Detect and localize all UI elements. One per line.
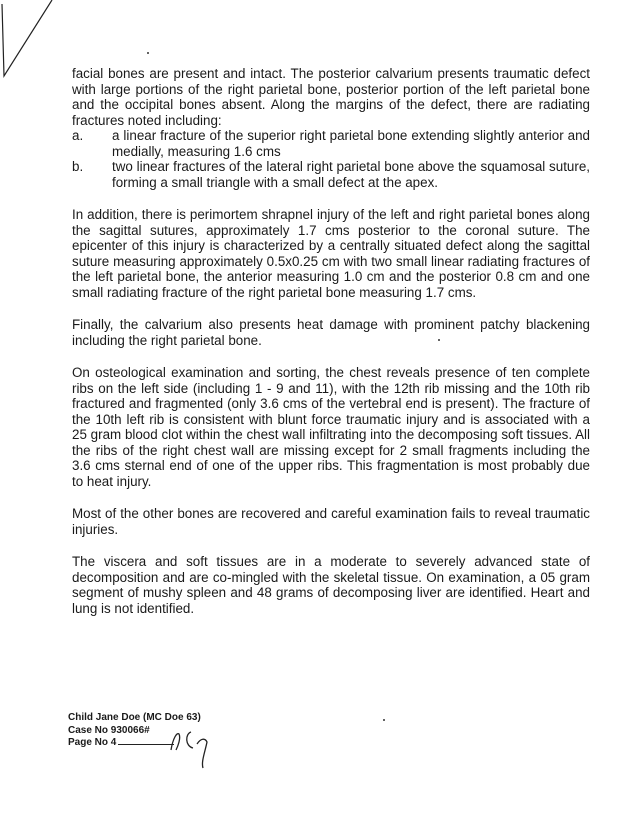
fracture-list	[72, 128, 590, 190]
scan-speck	[147, 52, 149, 54]
list-item	[72, 128, 590, 159]
paragraph-osteology-chest: On osteological examination and sorting, the chest reveals presence of ten complete ribs on the left side (including 1 - 9 and 11), with the 12th rib missing and the 10th rib fractured and fragmented (only 3.6 cms of the vertebral end is present). The fracture of the 10th left rib is consistent with blunt force traumatic injury and is associated with a 25 gram blood clot within the chest wall infiltrating into the decomposing soft tissues. All the ribs of the right chest wall are missing except for 2 small fragments including the 3.6 cms sternal end of one of the upper ribs. This fragmentation is most probably due to heat injury.	[72, 365, 590, 489]
list-item-text: two linear fractures of the lateral right parietal bone above the squamosal suture, forming a small triangle with a small defect at the apex.	[112, 159, 590, 190]
report-body	[72, 66, 590, 633]
footer-case-number: Case No 930066#	[68, 724, 150, 736]
paragraph-other-bones: Most of the other bones are recovered and careful examination fails to reveal traumatic injuries.	[72, 506, 590, 537]
list-marker: b.	[72, 159, 84, 174]
list-item	[72, 159, 590, 190]
list-item-text: a linear fracture of the superior right parietal bone extending slightly anterior and medially, measuring 1.6 cms	[112, 128, 590, 159]
handwritten-signature	[165, 724, 220, 770]
paragraph-shrapnel-injury: In addition, there is perimortem shrapnel injury of the left and right parietal bones along the sagittal sutures, approximately 1.7 cms posterior to the coronal suture. The epicenter of this injury is characterized by a centrally situated defect along the sagittal suture measuring approximately 0.5x0.25 cm with two small linear radiating fractures of the left parietal bone, the anterior measuring 1.0 cm and the posterior 0.8 cm and one small radiating fracture of the right parietal bone measuring 1.7 cms.	[72, 207, 590, 300]
footer-page-number: Page No 4	[68, 737, 117, 748]
corner-scan-mark	[0, 0, 70, 90]
paragraph-viscera: The viscera and soft tissues are in a moderate to severely advanced state of decomposition and are co-mingled with the skeletal tissue. On examination, a 05 gram segment of mushy spleen and 48 grams of decomposing liver are identified. Heart and lung is not identified.	[72, 554, 590, 616]
scan-speck	[383, 719, 385, 721]
footer-case-name: Child Jane Doe (MC Doe 63)	[68, 712, 201, 723]
paragraph-calvarium: facial bones are present and intact. The posterior calvarium presents traumatic defect with large portions of the right parietal bone, posterior portion of the left parietal bone and the occipital bones absent. Along the margins of the defect, there are radiating fractures noted including:	[72, 66, 590, 128]
list-marker: a.	[72, 128, 84, 143]
paragraph-heat-damage: Finally, the calvarium also presents heat damage with prominent patchy blackening including the right parietal bone.	[72, 317, 590, 348]
